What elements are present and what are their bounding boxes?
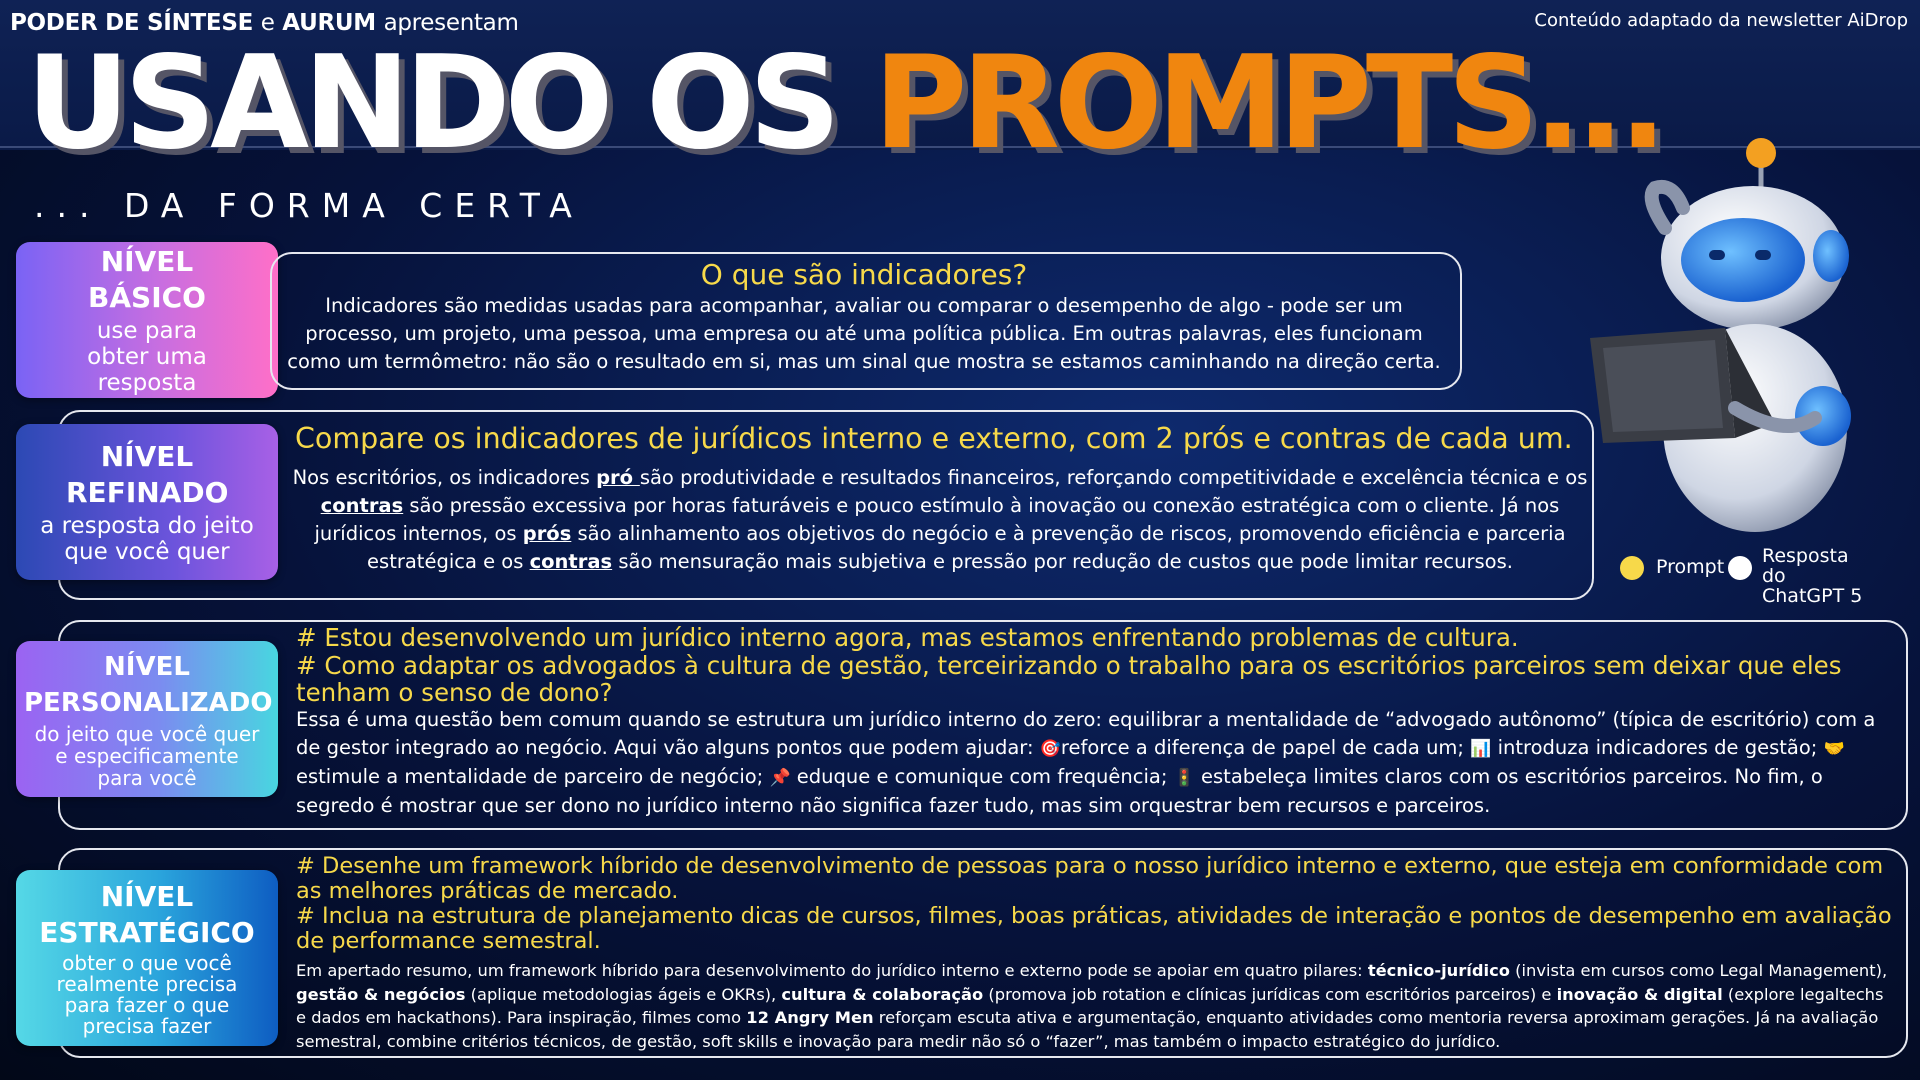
- response-text: (explore legaltechs e dados em hackathons). Para inspiração, filmes como: [296, 984, 1884, 1027]
- response-text: reforce a diferença de papel de cada um;: [1060, 736, 1471, 759]
- response-text: estimule a mentalidade de parceiro de negócio;: [296, 765, 770, 788]
- response-basico: Indicadores são medidas usadas para acompanhar, avaliar ou comparar o desempenho de algo - pode ser um processo, um projeto, uma pessoa, uma empresa ou até uma política pública. Em outras palavras, eles funcionam como um termômetro: não são o resultado em si, mas um sinal que mostra se estamos caminhando na direção certa.: [287, 294, 1441, 373]
- subtitle: ... DA FORMA CERTA: [34, 186, 584, 225]
- response-text: (invista em cursos como Legal Management),: [1509, 961, 1888, 980]
- cons-label: contras: [529, 550, 613, 573]
- handshake-icon: 🤝: [1823, 739, 1845, 759]
- level-desc: do jeito que você quer e especificamente para você: [34, 722, 260, 790]
- level-tag-estrategico: [16, 870, 278, 1046]
- prompt-refinado: Compare os indicadores de jurídicos interno e externo, com 2 prós e contras de cada um.: [295, 422, 1573, 455]
- response-text: (aplique metodologias ágeis e OKRs),: [465, 984, 782, 1004]
- response-text: eduque e comunique com frequência;: [790, 765, 1174, 788]
- title-part2: PROMPTS...: [873, 29, 1662, 178]
- brand-poder: PODER DE SÍNTESE: [10, 10, 253, 36]
- prompt-basico: O que são indicadores?: [700, 258, 1028, 291]
- response-text: introduza indicadores de gestão;: [1491, 736, 1824, 759]
- response-personalizado: [296, 706, 1896, 820]
- source-credit: Conteúdo adaptado da newsletter AiDrop: [1534, 10, 1908, 31]
- response-text: Em apertado resumo, um framework híbrido para desenvolvimento do jurídico interno e externo pode se apoiar em quatro pilares:: [296, 961, 1368, 980]
- chart-icon: 📊: [1470, 739, 1492, 759]
- cons-label: contras: [320, 494, 404, 517]
- film-title: 12 Angry Men: [746, 1008, 874, 1027]
- pillar-label: técnico-jurídico: [1367, 961, 1510, 980]
- level-title: NÍVEL REFINADO: [66, 440, 229, 509]
- prompt-estrategico: [296, 854, 1896, 954]
- pillar-label: gestão & negócios: [296, 984, 466, 1004]
- main-title: [26, 29, 1662, 178]
- level-desc: obter o que você realmente precisa para fazer o que precisa fazer: [56, 951, 238, 1038]
- presenters-verb: apresentam: [383, 10, 519, 36]
- response-text: são alinhamento aos objetivos do negócio e à prevenção de riscos, promovendo eficiência e parceria estratégica e os: [367, 522, 1566, 573]
- response-estrategico: [296, 959, 1896, 1053]
- level-tag-basico: [16, 242, 278, 398]
- robot-icon: [1585, 138, 1885, 538]
- response-text: são pressão excessiva por horas faturáveis e pouco estímulo à inovação ou conexão estratégica com o cliente. Já nos jurídicos internos, os: [314, 494, 1560, 545]
- prompt-personalizado: [296, 624, 1896, 707]
- legend-prompt: Prompt: [1656, 556, 1725, 578]
- response-text: são produtividade e resultados financeiros, reforçando competitividade e excelência técnica e os: [639, 466, 1588, 489]
- legend: [1620, 545, 1910, 607]
- prompt-line: # Como adaptar os advogados à cultura de gestão, terceirizando o trabalho para os escritórios parceiros sem deixar que eles tenham o senso de dono?: [296, 650, 1842, 707]
- pros-label: prós: [522, 522, 572, 545]
- pros-label: pró: [596, 466, 640, 489]
- pillar-label: cultura & colaboração: [781, 984, 984, 1004]
- brand-conj: e: [260, 10, 275, 36]
- level-tag-personalizado: [16, 641, 278, 797]
- brand-aurum: AURUM: [282, 10, 376, 36]
- pillar-label: inovação & digital: [1556, 984, 1723, 1004]
- level-desc: a resposta do jeito que você quer: [40, 513, 254, 565]
- prompt-line: # Desenhe um framework híbrido de desenvolvimento de pessoas para o nosso jurídico interno e externo, que esteja em conformidade com as melhores práticas de mercado.: [296, 853, 1884, 904]
- target-icon: 🎯: [1039, 739, 1061, 759]
- level-title: NÍVEL PERSONALIZADO: [24, 652, 273, 718]
- response-text: estabeleça limites claros com os escritórios parceiros. No fim, o segredo é mostrar que ser dono no jurídico interno não significa fazer tudo, mas sim orquestrar bem recursos e parceiros.: [296, 765, 1823, 817]
- response-text: Nos escritórios, os indicadores: [292, 466, 597, 489]
- level-title: NÍVEL ESTRATÉGICO: [39, 880, 255, 949]
- pin-icon: 📌: [769, 768, 791, 788]
- response-refinado: [292, 464, 1588, 576]
- response-text: são mensuração mais subjetiva e pressão por redução de custos que pode limitar recursos.: [612, 550, 1513, 573]
- level-tag-refinado: [16, 424, 278, 580]
- response-dot-icon: [1728, 556, 1752, 580]
- legend-response: Resposta do ChatGPT 5: [1762, 545, 1863, 607]
- level-desc: use para obter uma resposta: [87, 318, 207, 396]
- prompt-line: # Estou desenvolvendo um jurídico interno agora, mas estamos enfrentando problemas de cultura.: [296, 623, 1519, 652]
- prompt-line: # Inclua na estrutura de planejamento dicas de cursos, filmes, boas práticas, atividades de interação e pontos de desempenho em avaliação de performance semestral.: [296, 903, 1892, 954]
- response-text: (promova job rotation e clínicas jurídicas com escritórios parceiros) e: [983, 984, 1557, 1004]
- traffic-light-icon: 🚦: [1173, 768, 1195, 788]
- prompt-dot-icon: [1620, 556, 1644, 580]
- title-part1: USANDO OS: [26, 29, 835, 178]
- level-title: NÍVEL BÁSICO: [88, 245, 206, 314]
- response-text: Essa é uma questão bem comum quando se estrutura um jurídico interno do zero: equilibrar a mentalidade de “advogado autônomo” (típica de escritório) com a de gestor integrado ao negócio. Aqui vão alguns pontos que podem ajudar:: [296, 708, 1876, 759]
- response-text: reforçam escuta ativa e argumentação, enquanto atividades como mentoria reversa aproximam gerações. Já na avaliação semestral, combine critérios técnicos, de gestão, soft skills e inovação para medir não só o “fazer”, mas também o impacto estratégico do jurídico.: [296, 1008, 1879, 1051]
